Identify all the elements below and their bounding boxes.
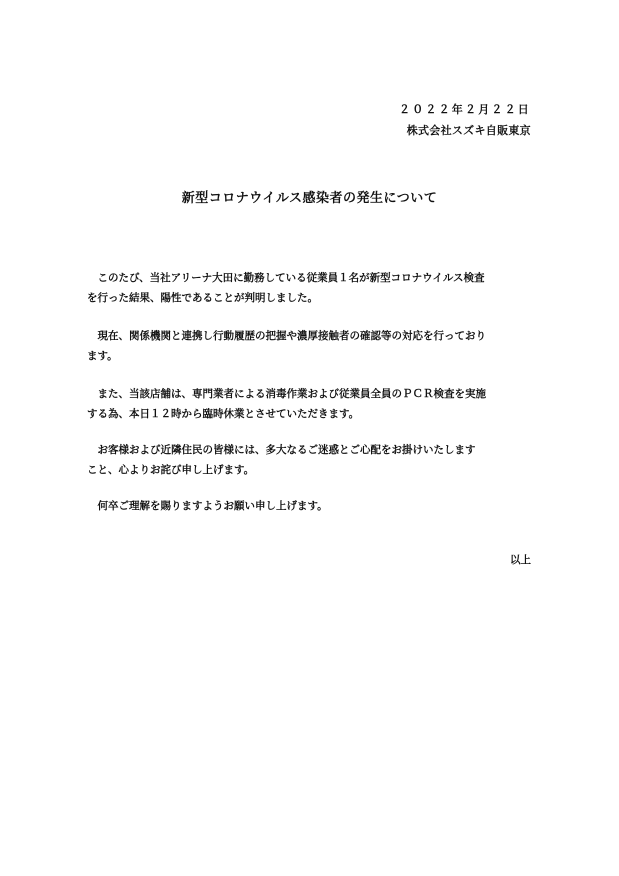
paragraph-line: する為、本日１２時から臨時休業とさせていただきます。 [87, 408, 360, 420]
paragraph-line: 何卒ご理解を賜りますようお願い申し上げます。 [87, 500, 328, 512]
paragraph-line: お客様および近隣住民の皆様には、多大なるご迷惑とご心配をお掛けいたします [87, 444, 476, 456]
paragraph-line: 現在、関係機関と連携し行動履歴の把握や濃厚接触者の確認等の対応を行っており [87, 330, 486, 342]
closing-mark: 以上 [510, 554, 531, 566]
document-date: ２０２２年２月２２日 [399, 103, 531, 116]
paragraph-line: こと、心よりお詫び申し上げます。 [87, 464, 255, 476]
paragraph-1 [87, 268, 537, 308]
paragraph-line: また、当該店舗は、専門業者による消毒作業および従業員全員のＰＣＲ検査を実施 [87, 388, 486, 400]
paragraph-5 [87, 496, 537, 516]
paragraph-3 [87, 384, 537, 424]
document-title: 新型コロナウイルス感染者の発生について [181, 191, 438, 206]
paragraph-line: ます。 [87, 350, 118, 362]
company-name: 株式会社スズキ自販東京 [406, 124, 531, 137]
paragraph-2 [87, 326, 537, 366]
paragraph-line: このたび、当社アリーナ大田に勤務している従業員１名が新型コロナウイルス検査 [87, 272, 485, 284]
paragraph-4 [87, 440, 537, 480]
paragraph-line: を行った結果、陽性であることが判明しました。 [87, 292, 318, 304]
